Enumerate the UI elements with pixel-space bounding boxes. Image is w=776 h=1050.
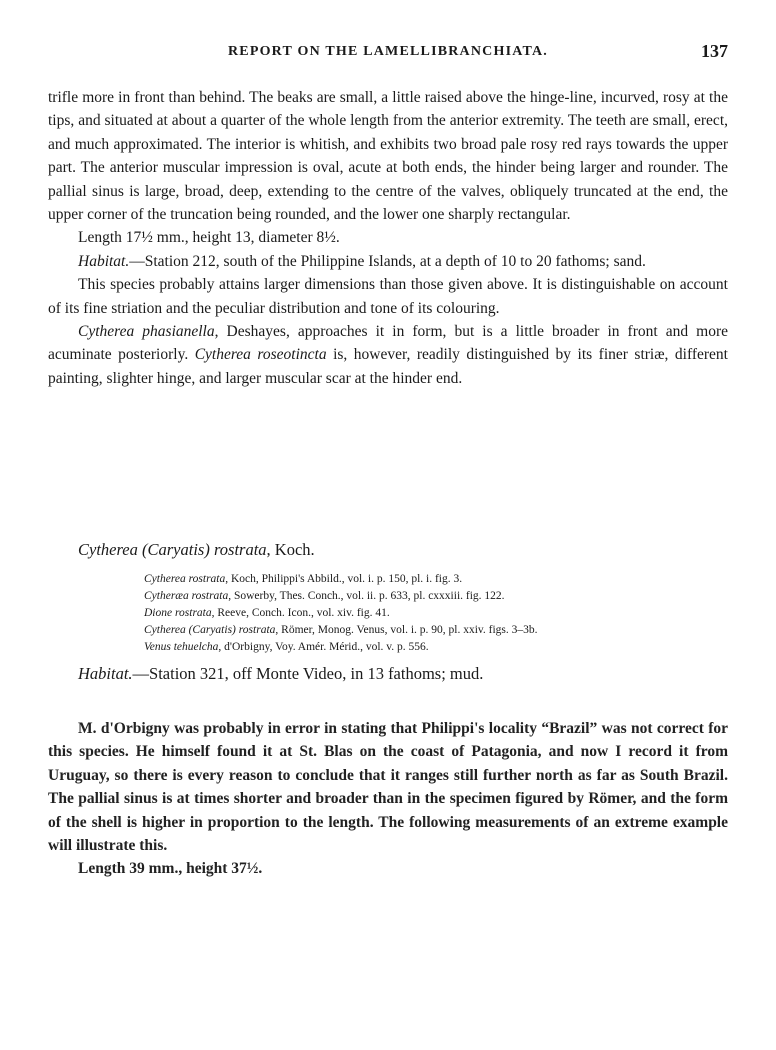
synonym-reference: , Römer, Monog. Venus, vol. i. p. 90, pl. xxiv. figs. 3–3b. — [275, 624, 538, 636]
habitat-1-text: —Station 212, south of the Philippine Islands, at a depth of 10 to 20 fathoms; sand. — [129, 252, 646, 270]
measurements-2: Length 39 mm., height 37½. — [78, 860, 263, 878]
synonym-name: Cytheræa rostrata — [144, 590, 229, 602]
habitat-1 — [48, 250, 728, 273]
synonymy-entry — [144, 588, 704, 605]
species-heading — [78, 540, 315, 560]
synonymy-entry — [144, 639, 704, 656]
synonym-reference: , Koch, Philippi's Abbild., vol. i. p. 150, pl. i. fig. 3. — [225, 573, 463, 585]
synonymy-entry — [144, 605, 704, 622]
comparison-paragraph — [48, 320, 728, 390]
habitat-2 — [78, 664, 483, 684]
compare-text-1: , Deshayes, approaches it in form, but is a little broader in front and more acuminate posteriorly. — [48, 323, 728, 364]
compare-species-1: Cytherea phasianella — [78, 323, 215, 341]
synonym-name: Cytherea rostrata — [144, 573, 226, 585]
synonym-name: Venus tehuelcha — [144, 641, 219, 653]
compare-species-2: Cytherea roseotincta — [194, 346, 327, 364]
habitat-2-label: Habitat. — [78, 664, 133, 683]
synonymy-list — [144, 571, 704, 656]
habitat-1-label: Habitat. — [78, 252, 130, 270]
synonym-reference: , Reeve, Conch. Icon., vol. xiv. fig. 41. — [211, 607, 390, 619]
compare-text-2: is, however, readily distinguished by its finer striæ, different painting, slighter hinge, and larger muscular scar at the hinder end. — [48, 346, 728, 387]
species-name-part2: ) rostrata — [204, 540, 267, 559]
synonym-name: Dione rostrata — [144, 607, 212, 619]
species-subgenus: Caryatis — [147, 540, 205, 559]
section-1-text — [48, 86, 728, 390]
synonym-reference: , Sowerby, Thes. Conch., vol. ii. p. 633, pl. cxxxiii. fig. 122. — [228, 590, 505, 602]
species-name-part1: Cytherea ( — [78, 540, 148, 559]
synonymy-entry — [144, 622, 704, 639]
page-header — [48, 41, 728, 68]
running-head: REPORT ON THE LAMELLIBRANCHIATA. — [227, 44, 549, 59]
measurements-1: Length 17½ mm., height 13, diameter 8½. — [78, 229, 340, 247]
remarks-2: M. d'Orbigny was probably in error in stating that Philippi's locality “Brazil” was not correct for this species. He himself found it at St. Blas on the coast of Patagonia, and now I record it from Uruguay, so there is every reason to conclude that it ranges still further north as far as South Brazil. The pallial sinus is at times shorter and broader than in the specimen figured by Römer, and the form of the shell is higher in proportion to the length. The following measurements of an extreme example will illustrate this. — [48, 720, 728, 855]
synonym-name: Cytherea (Caryatis) rostrata — [144, 624, 276, 636]
section-2-text — [48, 717, 728, 881]
remarks-1: This species probably attains larger dimensions than those given above. It is distinguishable on account of its fine striation and the peculiar distribution and tone of its colouring. — [48, 276, 728, 317]
synonym-reference: , d'Orbigny, Voy. Amér. Mérid., vol. v. p. 556. — [218, 641, 429, 653]
page-number: 137 — [701, 41, 728, 61]
synonymy-entry — [144, 571, 704, 588]
description-paragraph: trifle more in front than behind. The beaks are small, a little raised above the hinge-line, incurved, rosy at the tips, and situated at about a quarter of the whole length from the anterior extremity. The teeth are small, erect, and much approximated. The interior is whitish, and exhibits two broad pale rosy red rays towards the upper part. The anterior muscular impression is oval, acute at both ends, the hinder being larger and rounder. The pallial sinus is large, broad, deep, extending to the centre of the valves, obliquely truncated at the end, the upper corner of the truncation being rounded, and the lower one sharply rectangular. — [48, 89, 728, 224]
species-author: , Koch. — [266, 540, 315, 559]
habitat-2-text: —Station 321, off Monte Video, in 13 fathoms; mud. — [132, 664, 484, 683]
